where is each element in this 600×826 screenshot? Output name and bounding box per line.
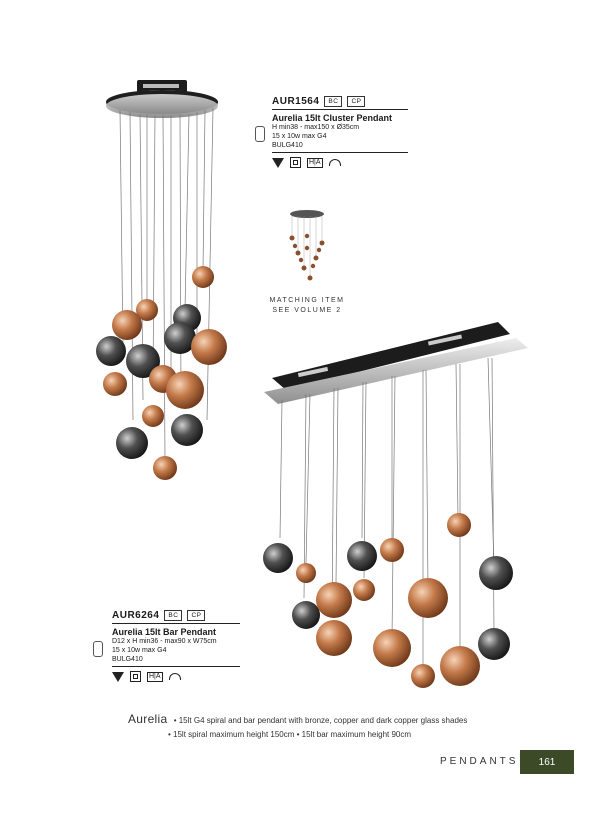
class-box-icon [130,671,141,682]
section-label: PENDANTS [440,756,519,767]
arc-icon [169,673,181,680]
hla-icon: H|A [149,672,161,680]
matching-item-thumbnail [284,208,330,288]
range-name: Aurelia [128,712,168,726]
finish-badge: CP [347,96,365,107]
triangle-icon [112,672,124,682]
range-caption [128,712,578,739]
product-spec-aur1564 [272,96,408,168]
product-bulb: BULG410 [112,656,143,663]
triangle-icon [272,158,284,168]
product-lamps: 15 x 10w max G4 [112,647,167,654]
product-name: Aurelia 15lt Cluster Pendant [272,113,393,123]
arc-icon [329,159,341,166]
product-name: Aurelia 15lt Bar Pendant [112,627,217,637]
matching-item-reference: SEE VOLUME 2 [272,307,342,314]
page-number: 161 [520,750,574,774]
caption-line-2: • 15lt spiral maximum height 150cm • 15lt bar maximum height 90cm [168,730,412,739]
product-code: AUR6264 [112,610,160,621]
matching-item-note [262,296,352,316]
cluster-pendant-image [85,70,245,490]
product-spec-aur6264 [112,610,240,682]
fitting-icon [255,126,265,142]
product-code: AUR1564 [272,96,320,107]
caption-line-1: • 15lt G4 spiral and bar pendant with bronze, copper and dark copper glass shades [173,716,468,725]
fitting-icon [93,641,103,657]
product-bulb: BULG410 [272,142,303,149]
product-lamps: 15 x 10w max G4 [272,133,327,140]
bar-pendant-image [258,318,538,698]
matching-item-label: MATCHING ITEM [269,297,345,304]
finish-badge: BC [324,96,342,107]
finish-badge: CP [187,610,205,621]
finish-badge: BC [164,610,182,621]
hla-icon: H|A [309,158,321,166]
product-dimensions: H min38 - max150 x Ø35cm [272,124,360,131]
product-dimensions: D12 x H min36 - max90 x W75cm [112,638,217,645]
class-box-icon [290,157,301,168]
